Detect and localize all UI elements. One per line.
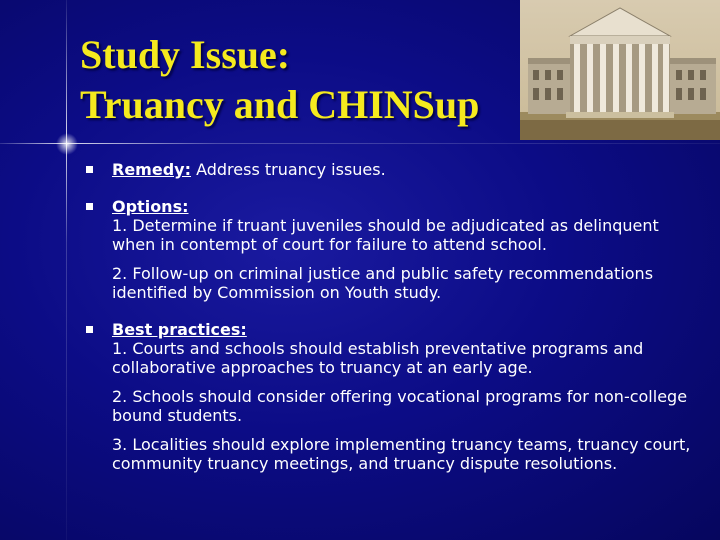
title-line-2: Truancy and CHINSup: [80, 82, 480, 127]
practice-1-text: 1. Courts and schools should establish preventative programs and collaborative approaches to truancy at an early age.: [112, 339, 644, 377]
square-bullet-icon: [86, 203, 93, 210]
bullet-heading: Remedy:: [112, 160, 191, 179]
option-1-text: 1. Determine if truant juveniles should be adjudicated as delinquent when in contempt of court for failure to attend school.: [112, 216, 659, 254]
decorative-horizontal-line: [0, 143, 720, 144]
square-bullet-icon: [86, 326, 93, 333]
practice-3-text: 3. Localities should explore implementing truancy teams, truancy court, community truancy meetings, and truancy dispute resolutions.: [112, 435, 691, 473]
bullet-list: [86, 160, 706, 473]
bullet-inline-text: Address truancy issues.: [190, 160, 386, 179]
square-bullet-icon: [86, 166, 93, 173]
practice-2-text: 2. Schools should consider offering vocational programs for non-college bound students.: [112, 387, 688, 425]
capitol-building-icon: [520, 0, 720, 140]
decorative-light-flare: [56, 133, 78, 155]
option-2-text: 2. Follow-up on criminal justice and public safety recommendations identified by Commission on Youth study.: [112, 264, 654, 302]
bullet-item-remedy: [86, 160, 706, 179]
bullet-item-options: [86, 197, 706, 302]
slide-title: [80, 30, 479, 130]
bullet-heading: Options:: [112, 197, 189, 216]
title-line-1: Study Issue:: [80, 32, 291, 77]
bullet-item-best-practices: [86, 320, 706, 473]
bullet-heading: Best practices:: [112, 320, 247, 339]
decorative-vertical-line: [66, 0, 67, 540]
